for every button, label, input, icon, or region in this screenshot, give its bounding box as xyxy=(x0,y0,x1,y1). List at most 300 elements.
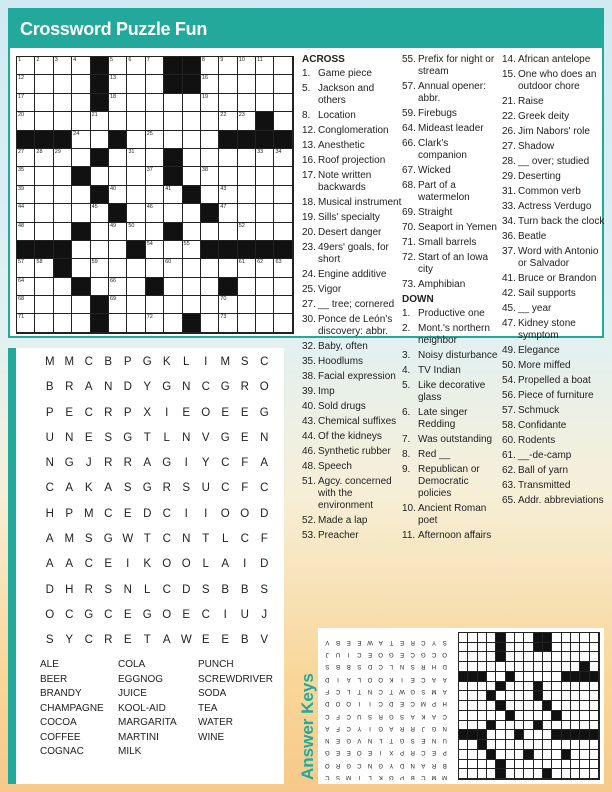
clue-number: 46 xyxy=(146,204,153,211)
crossword-cell xyxy=(72,131,90,149)
answer-word-search-letter: G xyxy=(389,651,394,658)
answer-crossword-cell xyxy=(478,760,487,770)
crossword-cell xyxy=(274,278,292,296)
clue-text: Shadow xyxy=(518,141,555,152)
clue-text: Facial expression xyxy=(318,371,396,382)
clue-number: 49 xyxy=(109,222,117,229)
answer-crossword-cell xyxy=(562,691,571,701)
answer-word-search-letter: P xyxy=(442,749,447,756)
crossword-cell xyxy=(164,94,182,112)
answer-crossword-cell xyxy=(468,740,477,750)
answer-crossword-cell xyxy=(580,721,589,731)
word-search-letter: D xyxy=(182,583,191,596)
clue xyxy=(502,96,606,108)
clue-number: 33 xyxy=(257,148,264,155)
clue-number: 24. xyxy=(302,269,316,280)
clue-text: One who does an outdoor chore xyxy=(518,69,597,92)
answer-crossword-cell xyxy=(580,750,589,760)
answer-word-search-letter: E xyxy=(368,651,373,658)
crossword-cell xyxy=(54,112,72,130)
clue xyxy=(302,515,402,527)
answer-crossword-cell xyxy=(571,682,580,692)
clue xyxy=(402,407,498,431)
answer-word-search-letter: K xyxy=(421,712,426,719)
answer-word-search-letter: J xyxy=(421,724,425,731)
crossword-cell xyxy=(127,75,145,93)
crossword-cell xyxy=(72,241,90,259)
answer-word-search-letter: R xyxy=(410,724,415,731)
clue-number: 13. xyxy=(302,140,316,151)
word-search-letter: F xyxy=(241,457,249,470)
answer-word-search-letter: Y xyxy=(357,724,362,731)
clue-text: Desert danger xyxy=(318,227,382,238)
word-search-letter: P xyxy=(45,406,54,419)
word-search-grid xyxy=(40,356,274,660)
word-search-letter: G xyxy=(220,381,230,394)
crossword-cell xyxy=(146,57,164,75)
answer-word-search-letter: N xyxy=(367,687,373,694)
clue-number: 5. xyxy=(402,380,411,391)
crossword-cell xyxy=(183,149,201,167)
crossword-cell xyxy=(72,314,90,332)
clue-number: 61 xyxy=(238,259,245,266)
crossword-cell xyxy=(127,167,145,185)
answer-word-search-letter: S xyxy=(357,663,362,670)
crossword-cell xyxy=(72,167,90,185)
word-search-letter: I xyxy=(204,356,208,368)
word-search-letter: S xyxy=(123,482,132,495)
word-search-letter: S xyxy=(260,583,269,596)
word-search-letter: X xyxy=(143,406,152,419)
answer-crossword-cell xyxy=(534,701,543,711)
answer-word-search-letter: R xyxy=(335,761,341,768)
clue-number: 27. xyxy=(302,299,316,310)
answer-crossword-cell xyxy=(459,691,468,701)
answer-crossword-cell xyxy=(506,662,515,672)
word-list-item: BEER xyxy=(40,673,68,685)
word-search-letter: G xyxy=(142,608,152,621)
crossword-cell xyxy=(54,223,72,241)
clue-number: 5 xyxy=(109,57,114,63)
clue-number: 44. xyxy=(302,431,316,442)
answer-crossword-cell xyxy=(562,760,571,770)
answer-word-search-letter: Y xyxy=(432,638,437,645)
clue-text: Kidney stone symptom xyxy=(518,318,576,341)
crossword-cell xyxy=(164,186,182,204)
clue-number: 34 xyxy=(275,148,282,155)
clue-text: Chemical suffixes xyxy=(318,416,397,427)
clue-text: Productive one xyxy=(418,308,485,319)
answer-word-search-letter: I xyxy=(369,700,371,707)
crossword-cell xyxy=(17,223,35,241)
answer-word-search-letter: I xyxy=(379,749,382,756)
answer-crossword-cell xyxy=(534,750,543,760)
clue-number: 48 xyxy=(18,222,25,229)
clue-text: Schmuck xyxy=(518,405,560,416)
clue-text: Made a lap xyxy=(318,515,368,526)
answer-crossword-cell xyxy=(590,740,599,750)
word-search-letter: C xyxy=(65,608,74,621)
crossword-cell xyxy=(35,149,53,167)
crossword-cell xyxy=(91,186,109,204)
answer-crossword-cell xyxy=(552,730,561,740)
answer-crossword-cell xyxy=(496,662,505,672)
clue xyxy=(502,288,606,300)
word-search-letter: D xyxy=(260,507,269,520)
word-search-letter: A xyxy=(84,381,93,394)
clue-text: Preacher xyxy=(318,530,359,541)
clue-number: 31. xyxy=(502,186,516,197)
word-search-letter: R xyxy=(104,406,113,419)
word-search-letter: G xyxy=(142,482,152,495)
crossword-cell xyxy=(219,75,237,93)
crossword-cell xyxy=(35,75,53,93)
answer-crossword-cell xyxy=(580,633,589,643)
answer-word-search-letter: I xyxy=(369,724,371,731)
crossword-cell xyxy=(219,296,237,314)
answer-word-search-letter: G xyxy=(410,687,416,694)
crossword-cell xyxy=(109,94,127,112)
answer-crossword-cell xyxy=(590,633,599,643)
crossword-cell xyxy=(238,149,256,167)
word-search-letter: J xyxy=(261,608,268,621)
clue-number: 29 xyxy=(54,148,61,155)
clue xyxy=(502,111,606,123)
word-search-letter: N xyxy=(182,431,191,444)
crossword-cell xyxy=(35,296,53,314)
clue-number: 58 xyxy=(36,259,43,266)
word-search-letter: I xyxy=(223,608,227,621)
crossword-cell xyxy=(274,204,292,222)
answer-crossword-cell xyxy=(580,760,589,770)
crossword-cell xyxy=(54,131,72,149)
answer-crossword-cell xyxy=(562,750,571,760)
crossword-cell xyxy=(72,278,90,296)
answer-crossword-cell xyxy=(590,682,599,692)
crossword-cell xyxy=(17,94,35,112)
answer-crossword-cell xyxy=(543,662,552,672)
crossword-cell xyxy=(91,314,109,332)
clue-number: 10. xyxy=(402,503,416,514)
answer-word-search-letter: G xyxy=(378,761,384,768)
crossword-cell xyxy=(256,112,274,130)
answer-crossword-cell xyxy=(515,769,524,779)
word-search-letter: B xyxy=(240,634,249,647)
answer-crossword-cell xyxy=(552,721,561,731)
clue xyxy=(402,81,498,105)
crossword-cell xyxy=(91,131,109,149)
clue xyxy=(302,371,402,383)
clue xyxy=(402,222,498,234)
clue-number: 67. xyxy=(402,165,416,176)
word-search-letter: F xyxy=(241,482,249,495)
clue-text: Bruce or Brandon xyxy=(518,273,597,284)
answer-crossword-cell xyxy=(487,701,496,711)
crossword-cell xyxy=(17,167,35,185)
answer-crossword-cell xyxy=(478,662,487,672)
answer-word-search-letter: A xyxy=(346,675,351,682)
word-search-letter: Y xyxy=(65,634,74,647)
clue-text: Red __ xyxy=(418,449,451,460)
answer-word-search-letter: R xyxy=(378,712,383,719)
clue xyxy=(402,180,498,204)
clue-number: 15. xyxy=(502,69,516,80)
clue-number: 39 xyxy=(18,185,25,192)
word-search-letter: I xyxy=(204,507,208,520)
crossword-cell xyxy=(183,186,201,204)
answer-crossword-cell xyxy=(468,701,477,711)
clue-text: Speech xyxy=(318,461,352,472)
crossword-cell xyxy=(274,57,292,75)
crossword-cell xyxy=(146,167,164,185)
answer-crossword-cell xyxy=(478,672,487,682)
answer-crossword-cell xyxy=(562,682,571,692)
crossword-cell xyxy=(91,241,109,259)
answer-word-search-letter: L xyxy=(389,663,394,670)
answer-crossword-cell xyxy=(468,730,477,740)
answer-crossword-cell xyxy=(534,711,543,721)
crossword-cell xyxy=(183,75,201,93)
word-search-letter: E xyxy=(201,634,210,647)
word-search-letter: O xyxy=(181,558,191,571)
crossword-cell xyxy=(127,94,145,112)
answer-word-search-letter: O xyxy=(378,651,384,658)
answer-crossword-cell xyxy=(571,701,580,711)
word-search-letter: A xyxy=(45,558,54,571)
word-search-letter: E xyxy=(182,608,191,621)
clue-number: 20. xyxy=(302,227,316,238)
crossword-cell xyxy=(183,94,201,112)
answer-crossword-cell xyxy=(506,730,515,740)
word-search-letter: H xyxy=(65,583,74,596)
clue-text: __ over; studied xyxy=(518,156,590,167)
crossword-cell xyxy=(274,94,292,112)
crossword-cell xyxy=(54,149,72,167)
word-search-letter: M xyxy=(64,356,75,368)
crossword-cell xyxy=(238,278,256,296)
crossword-cell xyxy=(17,259,35,277)
answer-crossword-cell xyxy=(496,740,505,750)
answer-crossword-cell xyxy=(580,691,589,701)
answer-crossword-cell xyxy=(459,730,468,740)
answer-crossword-cell xyxy=(459,672,468,682)
crossword-cell xyxy=(72,259,90,277)
answer-word-search-letter: D xyxy=(399,761,405,768)
answer-crossword-cell xyxy=(487,672,496,682)
answer-crossword-cell xyxy=(496,643,505,653)
crossword-cell xyxy=(219,94,237,112)
clue xyxy=(402,449,498,461)
word-search-letter: N xyxy=(104,381,113,394)
answer-crossword-cell xyxy=(543,701,552,711)
word-search-letter: W xyxy=(180,634,192,647)
word-list-item: MARTINI xyxy=(118,731,159,743)
crossword-cell xyxy=(72,57,90,75)
answer-crossword-cell xyxy=(534,672,543,682)
answer-word-search-letter: N xyxy=(367,761,373,768)
clue xyxy=(302,155,402,167)
crossword-cell xyxy=(109,131,127,149)
answer-crossword-cell xyxy=(571,672,580,682)
word-search-letter: C xyxy=(201,381,210,394)
word-search-letter: A xyxy=(104,482,113,495)
crossword-cell xyxy=(219,167,237,185)
word-search-letter: V xyxy=(260,634,269,647)
answer-word-search-letter: C xyxy=(421,774,426,780)
word-search-letter: E xyxy=(123,507,132,520)
crossword-cell xyxy=(91,296,109,314)
answer-word-search xyxy=(322,632,450,780)
crossword-cell xyxy=(201,131,219,149)
down-heading: DOWN xyxy=(402,294,434,305)
crossword-cell xyxy=(164,131,182,149)
answer-crossword-cell xyxy=(506,721,515,731)
word-search-letter: L xyxy=(183,356,190,368)
answer-crossword-cell xyxy=(459,643,468,653)
answer-crossword-cell xyxy=(478,652,487,662)
crossword-cell xyxy=(256,259,274,277)
clue-text: __-de-camp xyxy=(518,450,572,461)
answer-word-search-letter: M xyxy=(346,774,352,780)
crossword-cell xyxy=(17,296,35,314)
answer-crossword-cell xyxy=(506,682,515,692)
clue-text: 49ers' goals, for short xyxy=(318,242,389,265)
answer-crossword-cell xyxy=(487,691,496,701)
crossword-cell xyxy=(54,278,72,296)
word-search-letter: C xyxy=(162,533,171,546)
answer-word-search-letter: N xyxy=(410,761,415,768)
word-search-letter: R xyxy=(104,634,113,647)
clue xyxy=(502,435,606,447)
word-search-letter: M xyxy=(44,356,55,368)
crossword-cell xyxy=(35,112,53,130)
clue-number: 57. xyxy=(502,405,516,416)
answer-crossword-cell xyxy=(468,721,477,731)
answer-crossword-cell xyxy=(562,701,571,711)
crossword-cell xyxy=(35,94,53,112)
answer-crossword-cell xyxy=(515,701,524,711)
word-search-letter: N xyxy=(260,431,269,444)
answer-word-search-letter: S xyxy=(336,774,341,780)
answer-crossword-cell xyxy=(543,672,552,682)
answer-word-search-letter: E xyxy=(400,638,405,645)
clue-text: Location xyxy=(318,110,356,121)
answer-word-search-letter: G xyxy=(378,724,384,731)
crossword-cell xyxy=(256,57,274,75)
crossword-cell xyxy=(274,314,292,332)
crossword-cell xyxy=(35,259,53,277)
crossword-cell xyxy=(238,314,256,332)
clue-text: Afternoon affairs xyxy=(418,530,492,541)
crossword-cell xyxy=(146,259,164,277)
answer-word-search-letter: K xyxy=(378,774,383,780)
crossword-cell xyxy=(238,296,256,314)
answer-word-search-letter: E xyxy=(410,675,415,682)
clue xyxy=(302,83,402,107)
answer-word-search-letter: A xyxy=(421,761,426,768)
clue-number: 3 xyxy=(54,57,58,63)
word-search-letter: A xyxy=(65,558,74,571)
answer-word-search-letter: C xyxy=(335,687,341,694)
answer-crossword-cell xyxy=(468,711,477,721)
answer-crossword-cell xyxy=(515,662,524,672)
answer-crossword-cell xyxy=(580,701,589,711)
clue-number: 23 xyxy=(238,112,245,119)
word-search-letter: R xyxy=(104,457,113,470)
answer-word-search-letter: M xyxy=(442,774,448,780)
answer-word-search-letter: X xyxy=(389,749,394,756)
clue xyxy=(402,365,498,377)
word-list-item: MILK xyxy=(118,746,142,757)
clue xyxy=(402,237,498,249)
word-search-letter: G xyxy=(162,457,172,470)
clue xyxy=(402,54,498,78)
answer-word-search-letter: N xyxy=(325,737,330,744)
answer-word-search-letter: G xyxy=(389,712,394,719)
answer-crossword-cell xyxy=(552,740,561,750)
clue-number: 64 xyxy=(18,277,25,284)
answer-crossword-cell xyxy=(562,711,571,721)
word-list-item: JUICE xyxy=(118,688,147,699)
clue-text: Anesthetic xyxy=(318,140,365,151)
clue xyxy=(502,246,606,270)
answer-crossword-cell xyxy=(478,633,487,643)
clue xyxy=(302,461,402,473)
answer-crossword-cell xyxy=(524,633,533,643)
word-search-letter: J xyxy=(85,457,92,470)
clue xyxy=(502,273,606,285)
word-list-item: COGNAC xyxy=(40,746,84,757)
answer-word-search-letter: S xyxy=(400,712,405,719)
answer-crossword-cell xyxy=(524,643,533,653)
clue-number: 9. xyxy=(402,464,411,475)
answer-word-search-letter: C xyxy=(410,700,415,707)
answer-crossword-cell xyxy=(534,721,543,731)
answer-crossword-cell xyxy=(590,691,599,701)
answer-word-search-letter: L xyxy=(379,737,383,744)
answer-crossword-cell xyxy=(506,701,515,711)
clue-number: 38 xyxy=(201,167,209,174)
crossword-cell xyxy=(256,131,274,149)
answer-word-search-letter: E xyxy=(400,700,405,707)
answer-crossword-cell xyxy=(468,691,477,701)
answer-word-search-letter: G xyxy=(325,749,330,756)
word-search-letter: S xyxy=(201,583,210,596)
crossword-cell xyxy=(35,204,53,222)
answer-crossword-cell xyxy=(478,682,487,692)
clue-number: 21 xyxy=(91,112,98,119)
crossword-cell xyxy=(183,57,201,75)
answer-word-search-letter: T xyxy=(389,737,394,744)
crossword-cell xyxy=(164,57,182,75)
crossword-cell xyxy=(127,57,145,75)
answer-word-search-letter: U xyxy=(357,712,362,719)
answer-crossword-cell xyxy=(506,652,515,662)
crossword-cell xyxy=(146,223,164,241)
answer-crossword-cell xyxy=(552,643,561,653)
answer-crossword-cell xyxy=(543,740,552,750)
clue-text: Beatle xyxy=(518,231,547,242)
crossword-cell xyxy=(35,314,53,332)
answer-crossword-cell xyxy=(590,643,599,653)
crossword-cell xyxy=(17,131,35,149)
answer-word-search-letter: P xyxy=(400,749,405,756)
clues-col2 xyxy=(402,54,498,545)
crossword-cell xyxy=(201,314,219,332)
clue-text: Hoodlums xyxy=(318,356,364,367)
clue-text: Actress Verdugo xyxy=(518,201,592,212)
answer-crossword-cell xyxy=(496,711,505,721)
